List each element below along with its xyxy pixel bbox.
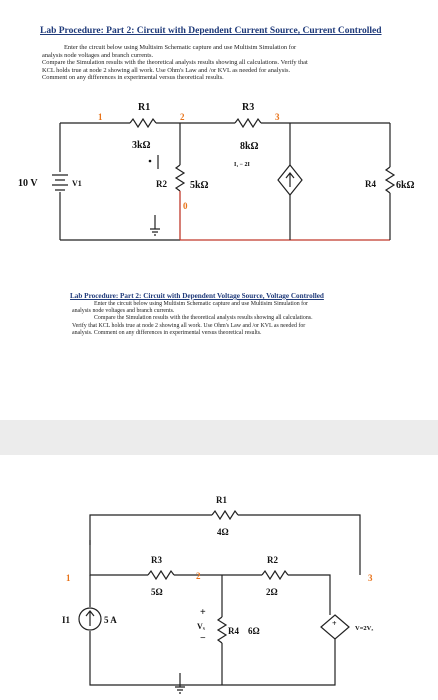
source-name-label: V1 bbox=[72, 179, 82, 188]
vx-polarity-minus: − bbox=[200, 633, 206, 644]
r2-resistor bbox=[262, 571, 288, 579]
section-title: Lab Procedure: Part 2: Circuit with Dependent Voltage Source, Voltage Controlled bbox=[70, 292, 324, 300]
r2-value: 2Ω bbox=[266, 587, 278, 597]
instruction-line: Comment on any differences in experimental versus theoretical results. bbox=[42, 74, 224, 82]
r1-label: R1 bbox=[138, 102, 151, 113]
section-title: Lab Procedure: Part 2: Circuit with Dependent Current Source, Current Controlled bbox=[40, 26, 382, 36]
wire bbox=[90, 575, 335, 685]
r3-value: 5Ω bbox=[151, 587, 163, 597]
circuit-diagram-1 bbox=[0, 95, 438, 295]
v1-battery bbox=[52, 175, 68, 190]
r3-resistor bbox=[235, 119, 261, 127]
r1-resistor bbox=[130, 119, 156, 127]
ground-symbol bbox=[175, 673, 185, 693]
r3-value: 8kΩ bbox=[240, 141, 259, 152]
instruction-line: Enter the circuit below using Multisim Schematic capture and use Multisim Simulation for bbox=[94, 301, 308, 307]
wire bbox=[90, 515, 212, 540]
r3-resistor bbox=[148, 571, 174, 579]
r4-resistor bbox=[218, 617, 226, 643]
node-1-label: 1 bbox=[98, 112, 103, 122]
r4-value: 6kΩ bbox=[396, 180, 415, 191]
node-3-label: 3 bbox=[368, 573, 373, 583]
instructions bbox=[42, 44, 392, 82]
instruction-line: Compare the Simulation results with the theoretical analysis results showing all calculations. bbox=[94, 315, 313, 322]
r4-label: R4 bbox=[228, 626, 239, 636]
instruction-line: Compare the Simulation results with the theoretical analysis results showing all calculations. Verify that bbox=[42, 59, 308, 67]
instruction-line: Verify that KCL holds true at node 2 showing all work. Use Ohm's Law and /or KVL as needed for bbox=[72, 322, 306, 329]
ground-symbol bbox=[150, 215, 160, 235]
r1-label: R1 bbox=[216, 495, 227, 505]
r1-resistor bbox=[212, 511, 238, 519]
r1-value: 4Ω bbox=[217, 527, 229, 537]
r3-label: R3 bbox=[151, 555, 162, 565]
dependent-source-label: V=2Vₓ bbox=[355, 625, 374, 632]
node-2-label: 2 bbox=[180, 112, 185, 122]
r4-resistor bbox=[386, 167, 394, 193]
arrow-up-icon bbox=[286, 173, 294, 187]
instruction-line: KCL holds true at node 2 showing all work. Use Ohm's Law and /or KVL as needed for analysis. bbox=[42, 66, 291, 74]
instruction-line: analysis. Comment on any differences in experimental versus theoretical results. bbox=[72, 329, 262, 336]
page-divider bbox=[0, 418, 438, 458]
node-3-label: 3 bbox=[275, 112, 280, 122]
node-1-label: 1 bbox=[66, 573, 71, 583]
instruction-line: analysis node voltages and branch currents. bbox=[42, 51, 154, 59]
instructions bbox=[72, 301, 392, 337]
wire bbox=[90, 540, 148, 575]
source-name-label: I1 bbox=[62, 615, 71, 625]
vx-polarity-plus: + bbox=[200, 607, 206, 618]
r3-label: R3 bbox=[242, 102, 255, 113]
instruction-line: analysis node voltages and branch currents. bbox=[72, 308, 175, 315]
arrow-up-icon bbox=[86, 611, 94, 626]
wire bbox=[238, 515, 360, 575]
r2-label: R2 bbox=[156, 179, 167, 189]
node-0-label: 0 bbox=[183, 201, 188, 211]
r4-label: R4 bbox=[365, 179, 376, 189]
circuit-diagram-2 bbox=[0, 455, 438, 700]
source-value-label: 5 A bbox=[104, 615, 117, 625]
r2-value: 5kΩ bbox=[190, 180, 209, 191]
r4-value: 6Ω bbox=[248, 626, 260, 636]
node-2-label: 2 bbox=[196, 571, 201, 581]
r2-resistor bbox=[176, 165, 184, 191]
probe-dot bbox=[149, 160, 152, 163]
source-voltage-label: 10 V bbox=[18, 178, 38, 189]
instruction-line: Enter the circuit below using Multisim Schematic capture and use Multisim Simulation for bbox=[64, 44, 297, 51]
document-page-2 bbox=[0, 455, 438, 700]
r2-label: R2 bbox=[267, 555, 278, 565]
dependent-source-label: I₁ − 2I bbox=[234, 162, 250, 168]
r1-value: 3kΩ bbox=[132, 140, 151, 151]
wire bbox=[288, 575, 330, 615]
plus-sign: + bbox=[332, 619, 337, 628]
vx-label: Vₓ bbox=[197, 622, 206, 631]
